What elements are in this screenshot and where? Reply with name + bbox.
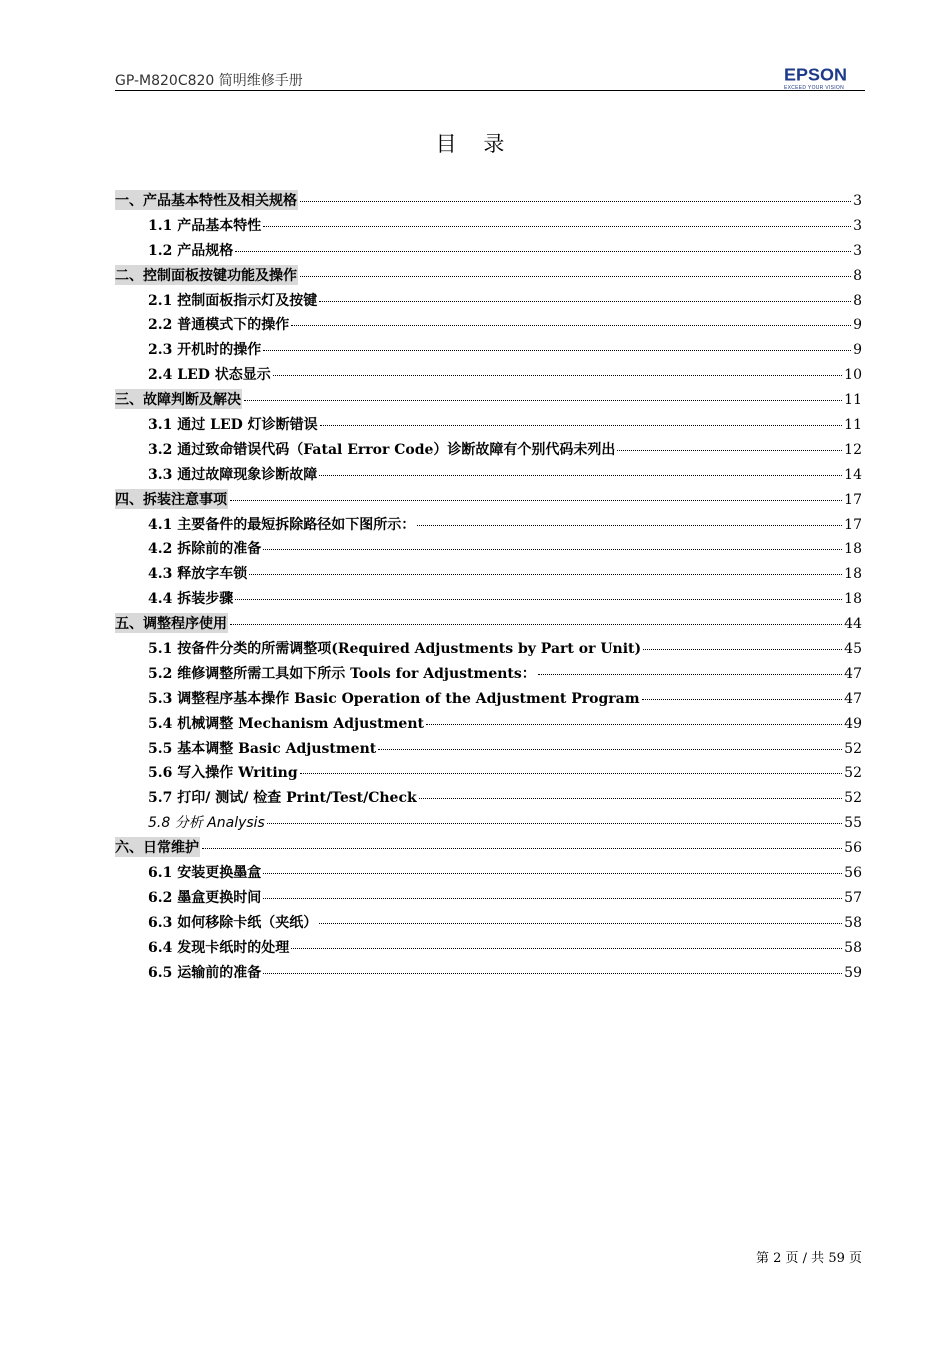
toc-page-number: 17	[844, 516, 862, 533]
toc-entry-label: 6.5 运输前的准备	[148, 964, 262, 981]
toc-section-row[interactable]	[115, 862, 862, 887]
dot-leader	[263, 350, 851, 351]
epson-logo	[784, 66, 847, 91]
toc-section-row[interactable]	[115, 439, 862, 464]
toc-entry-label: 4.3 释放字车锁	[148, 566, 248, 583]
toc-section-row[interactable]	[115, 215, 862, 240]
toc-section-row[interactable]	[115, 713, 862, 738]
toc-section-row[interactable]	[115, 563, 862, 588]
toc-section-row[interactable]	[115, 290, 862, 315]
toc-entry-label: 2.1 控制面板指示灯及按键	[148, 292, 318, 309]
toc-chapter-row[interactable]	[115, 489, 862, 514]
toc-page-number: 52	[844, 740, 862, 757]
toc-page-number: 52	[844, 790, 862, 807]
toc-section-row[interactable]	[115, 414, 862, 439]
header-rule	[115, 90, 865, 91]
toc-page-number: 17	[844, 491, 862, 508]
toc-page-number: 47	[844, 690, 862, 707]
toc-page-number: 8	[853, 292, 862, 309]
toc-page-number: 3	[853, 242, 862, 259]
toc-page-number: 44	[844, 616, 862, 633]
toc-section-row[interactable]	[115, 514, 862, 539]
dot-leader	[249, 574, 842, 575]
toc-page-number: 49	[844, 715, 862, 732]
toc-entry-label: 5.3 调整程序基本操作 Basic Operation of the Adjustment Program	[148, 690, 640, 707]
toc-chapter-row[interactable]	[115, 389, 862, 414]
toc-entry-label: 3.3 通过故障现象诊断故障	[148, 466, 318, 483]
toc-entry-label: 4.2 拆除前的准备	[148, 541, 262, 558]
dot-leader	[319, 475, 842, 476]
toc-entry-label: 1.2 产品规格	[148, 242, 234, 259]
dot-leader	[319, 301, 851, 302]
dot-leader	[263, 226, 851, 227]
toc-section-row[interactable]	[115, 787, 862, 812]
toc-entry-label: 一、产品基本特性及相关规格	[115, 190, 298, 210]
toc-page-number: 18	[844, 591, 862, 608]
toc-page-number: 9	[853, 317, 862, 334]
toc-section-row[interactable]	[115, 762, 862, 787]
toc-page-number: 9	[853, 342, 862, 359]
toc-section-row[interactable]	[115, 638, 862, 663]
dot-leader	[417, 525, 842, 526]
toc-entry-label: 四、拆装注意事项	[115, 489, 228, 509]
toc-entry-label: 6.3 如何移除卡纸（夹纸）	[148, 914, 318, 931]
dot-leader	[263, 873, 842, 874]
toc-section-row[interactable]	[115, 812, 862, 837]
dot-leader	[230, 624, 842, 625]
toc-page-number: 59	[844, 964, 862, 981]
logo-tagline: EXCEED YOUR VISION	[783, 85, 845, 91]
toc-section-row[interactable]	[115, 688, 862, 713]
dot-leader	[643, 649, 842, 650]
dot-leader	[642, 699, 843, 700]
toc-chapter-row[interactable]	[115, 613, 862, 638]
dot-leader	[235, 599, 842, 600]
dot-leader	[230, 500, 842, 501]
toc-page-number: 11	[844, 392, 862, 409]
toc-entry-label: 2.3 开机时的操作	[148, 342, 262, 359]
logo-wordmark: EPSON	[783, 65, 847, 85]
toc-section-row[interactable]	[115, 962, 862, 987]
toc-section-row[interactable]	[115, 240, 862, 265]
dot-leader	[291, 325, 851, 326]
toc-entry-label: 5.5 基本调整 Basic Adjustment	[148, 740, 377, 757]
toc-entry-label: 4.4 拆装步骤	[148, 591, 234, 608]
dot-leader	[300, 201, 851, 202]
toc-page-number: 18	[844, 541, 862, 558]
toc-page-number: 47	[844, 665, 862, 682]
toc-entry-label: 4.1 主要备件的最短拆除路径如下图所示：	[148, 516, 416, 533]
toc-page-number: 58	[844, 914, 862, 931]
toc-title: 目 录	[435, 132, 515, 156]
dot-leader	[378, 749, 842, 750]
toc-page-number: 3	[853, 193, 862, 209]
toc-section-row[interactable]	[115, 364, 862, 389]
page-footer: 第 2 页 / 共 59 页	[756, 1251, 862, 1266]
toc-entry-label: 5.2 维修调整所需工具如下所示 Tools for Adjustments：	[148, 665, 536, 682]
toc-section-row[interactable]	[115, 314, 862, 339]
dot-leader	[617, 450, 842, 451]
toc-section-row[interactable]	[115, 663, 862, 688]
toc-chapter-row[interactable]	[115, 265, 862, 290]
toc-entry-label: 5.1 按备件分类的所需调整项(Required Adjustments by Part or Unit)	[148, 641, 642, 658]
toc-entry-label: 六、日常维护	[115, 837, 200, 857]
toc-section-row[interactable]	[115, 937, 862, 962]
toc-entry-label: 5.7 打印/ 测试/ 检查 Print/Test/Check	[148, 790, 417, 807]
table-of-contents	[115, 190, 862, 987]
toc-entry-label: 6.1 安装更换墨盒	[148, 865, 262, 882]
dot-leader	[235, 251, 851, 252]
document-title: GP-M820C820 简明维修手册	[115, 73, 303, 89]
toc-section-row[interactable]	[115, 464, 862, 489]
dot-leader	[426, 724, 842, 725]
dot-leader	[319, 923, 842, 924]
dot-leader	[263, 898, 842, 899]
toc-section-row[interactable]	[115, 588, 862, 613]
toc-section-row[interactable]	[115, 538, 862, 563]
toc-section-row[interactable]	[115, 912, 862, 937]
toc-page-number: 3	[853, 217, 862, 234]
toc-page-number: 52	[844, 765, 862, 782]
toc-page-number: 45	[844, 641, 862, 658]
dot-leader	[419, 798, 842, 799]
toc-page-number: 55	[844, 815, 862, 832]
toc-chapter-row[interactable]	[115, 837, 862, 862]
toc-section-row[interactable]	[115, 339, 862, 364]
toc-chapter-row[interactable]	[115, 190, 862, 215]
dot-leader	[538, 674, 842, 675]
toc-section-row[interactable]	[115, 887, 862, 912]
toc-entry-label: 6.4 发现卡纸时的处理	[148, 939, 290, 956]
dot-leader	[300, 276, 851, 277]
dot-leader	[202, 848, 842, 849]
dot-leader	[320, 425, 843, 426]
toc-page-number: 18	[844, 566, 862, 583]
toc-section-row[interactable]	[115, 738, 862, 763]
toc-page-number: 14	[844, 466, 862, 483]
toc-page-number: 10	[844, 367, 862, 384]
toc-entry-label: 五、调整程序使用	[115, 613, 228, 633]
toc-page-number: 58	[844, 939, 862, 956]
toc-page-number: 8	[853, 267, 862, 284]
toc-page-number: 57	[844, 889, 862, 906]
page-header	[115, 64, 865, 94]
toc-entry-label: 3.1 通过 LED 灯诊断错误	[148, 417, 318, 434]
dot-leader	[291, 948, 842, 949]
dot-leader	[267, 823, 842, 824]
toc-entry-label: 二、控制面板按键功能及操作	[115, 265, 298, 285]
toc-page-number: 11	[844, 417, 862, 434]
toc-entry-label: 3.2 通过致命错误代码（Fatal Error Code）诊断故障有个别代码未列出	[148, 441, 616, 458]
toc-entry-label: 5.6 写入操作 Writing	[148, 765, 298, 782]
dot-leader	[300, 773, 843, 774]
toc-entry-label: 1.1 产品基本特性	[148, 217, 262, 234]
toc-page-number: 56	[844, 840, 862, 857]
toc-page-number: 12	[844, 441, 862, 458]
toc-entry-label: 5.8 分析 Analysis	[148, 815, 265, 832]
dot-leader	[244, 400, 842, 401]
dot-leader	[273, 375, 842, 376]
toc-entry-label: 2.2 普通模式下的操作	[148, 317, 290, 334]
toc-page-number: 56	[844, 865, 862, 882]
dot-leader	[263, 973, 842, 974]
toc-entry-label: 5.4 机械调整 Mechanism Adjustment	[148, 715, 424, 732]
dot-leader	[263, 549, 842, 550]
toc-entry-label: 三、故障判断及解决	[115, 389, 242, 409]
toc-entry-label: 6.2 墨盒更换时间	[148, 889, 262, 906]
toc-entry-label: 2.4 LED 状态显示	[148, 367, 271, 384]
